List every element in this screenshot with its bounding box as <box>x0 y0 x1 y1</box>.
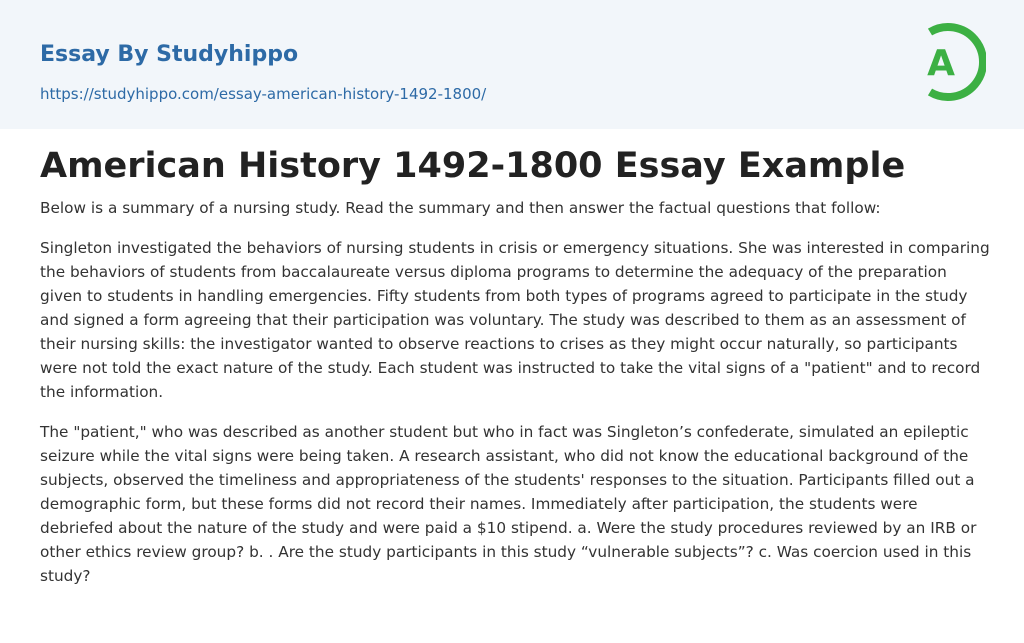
site-header <box>0 0 1024 129</box>
essay-url-link[interactable]: https://studyhippo.com/essay-american-history-1492-1800/ <box>40 85 487 103</box>
essay-body <box>40 196 990 604</box>
essay-paragraph: Below is a summary of a nursing study. Read the summary and then answer the factual questions that follow: <box>40 199 881 217</box>
essay-paragraph: Singleton investigated the behaviors of nursing students in crisis or emergency situations. She was interested in comparing the behaviors of students from baccalaureate versus diploma programs to determine the adequacy of the preparation given to students in handling emergencies. Fifty students from both types of programs agreed to participate in the study and signed a form agreeing that their participation was voluntary. The study was described to them as an assessment of their nursing skills: the investigator wanted to observe reactions to crises as they might occur naturally, so participants were not told the exact nature of the study. Each student was instructed to take the vital signs of a "patient" and to record the information. <box>40 239 990 401</box>
logo-letter: A <box>927 43 955 84</box>
brand-title[interactable]: Essay By Studyhippo <box>40 42 299 67</box>
essay-paragraph: The "patient," who was described as another student but who in fact was Singleton’s confederate, simulated an epileptic seizure while the vital signs were being taken. A research assistant, who did not know the educational background of the subjects, observed the timeliness and appropriateness of the students' responses to the situation. Participants filled out a demographic form, but these forms did not record their names. Immediately after participation, the students were debriefed about the nature of the study and were paid a $10 stipend. a. Were the study procedures reviewed by an IRB or other ethics review group? b. . Are the study participants in this study “vulnerable subjects”? c. Was coercion used in this study? <box>40 423 977 585</box>
page-title: American History 1492-1800 Essay Example <box>40 146 906 186</box>
studyhippo-logo-icon[interactable] <box>912 20 986 104</box>
